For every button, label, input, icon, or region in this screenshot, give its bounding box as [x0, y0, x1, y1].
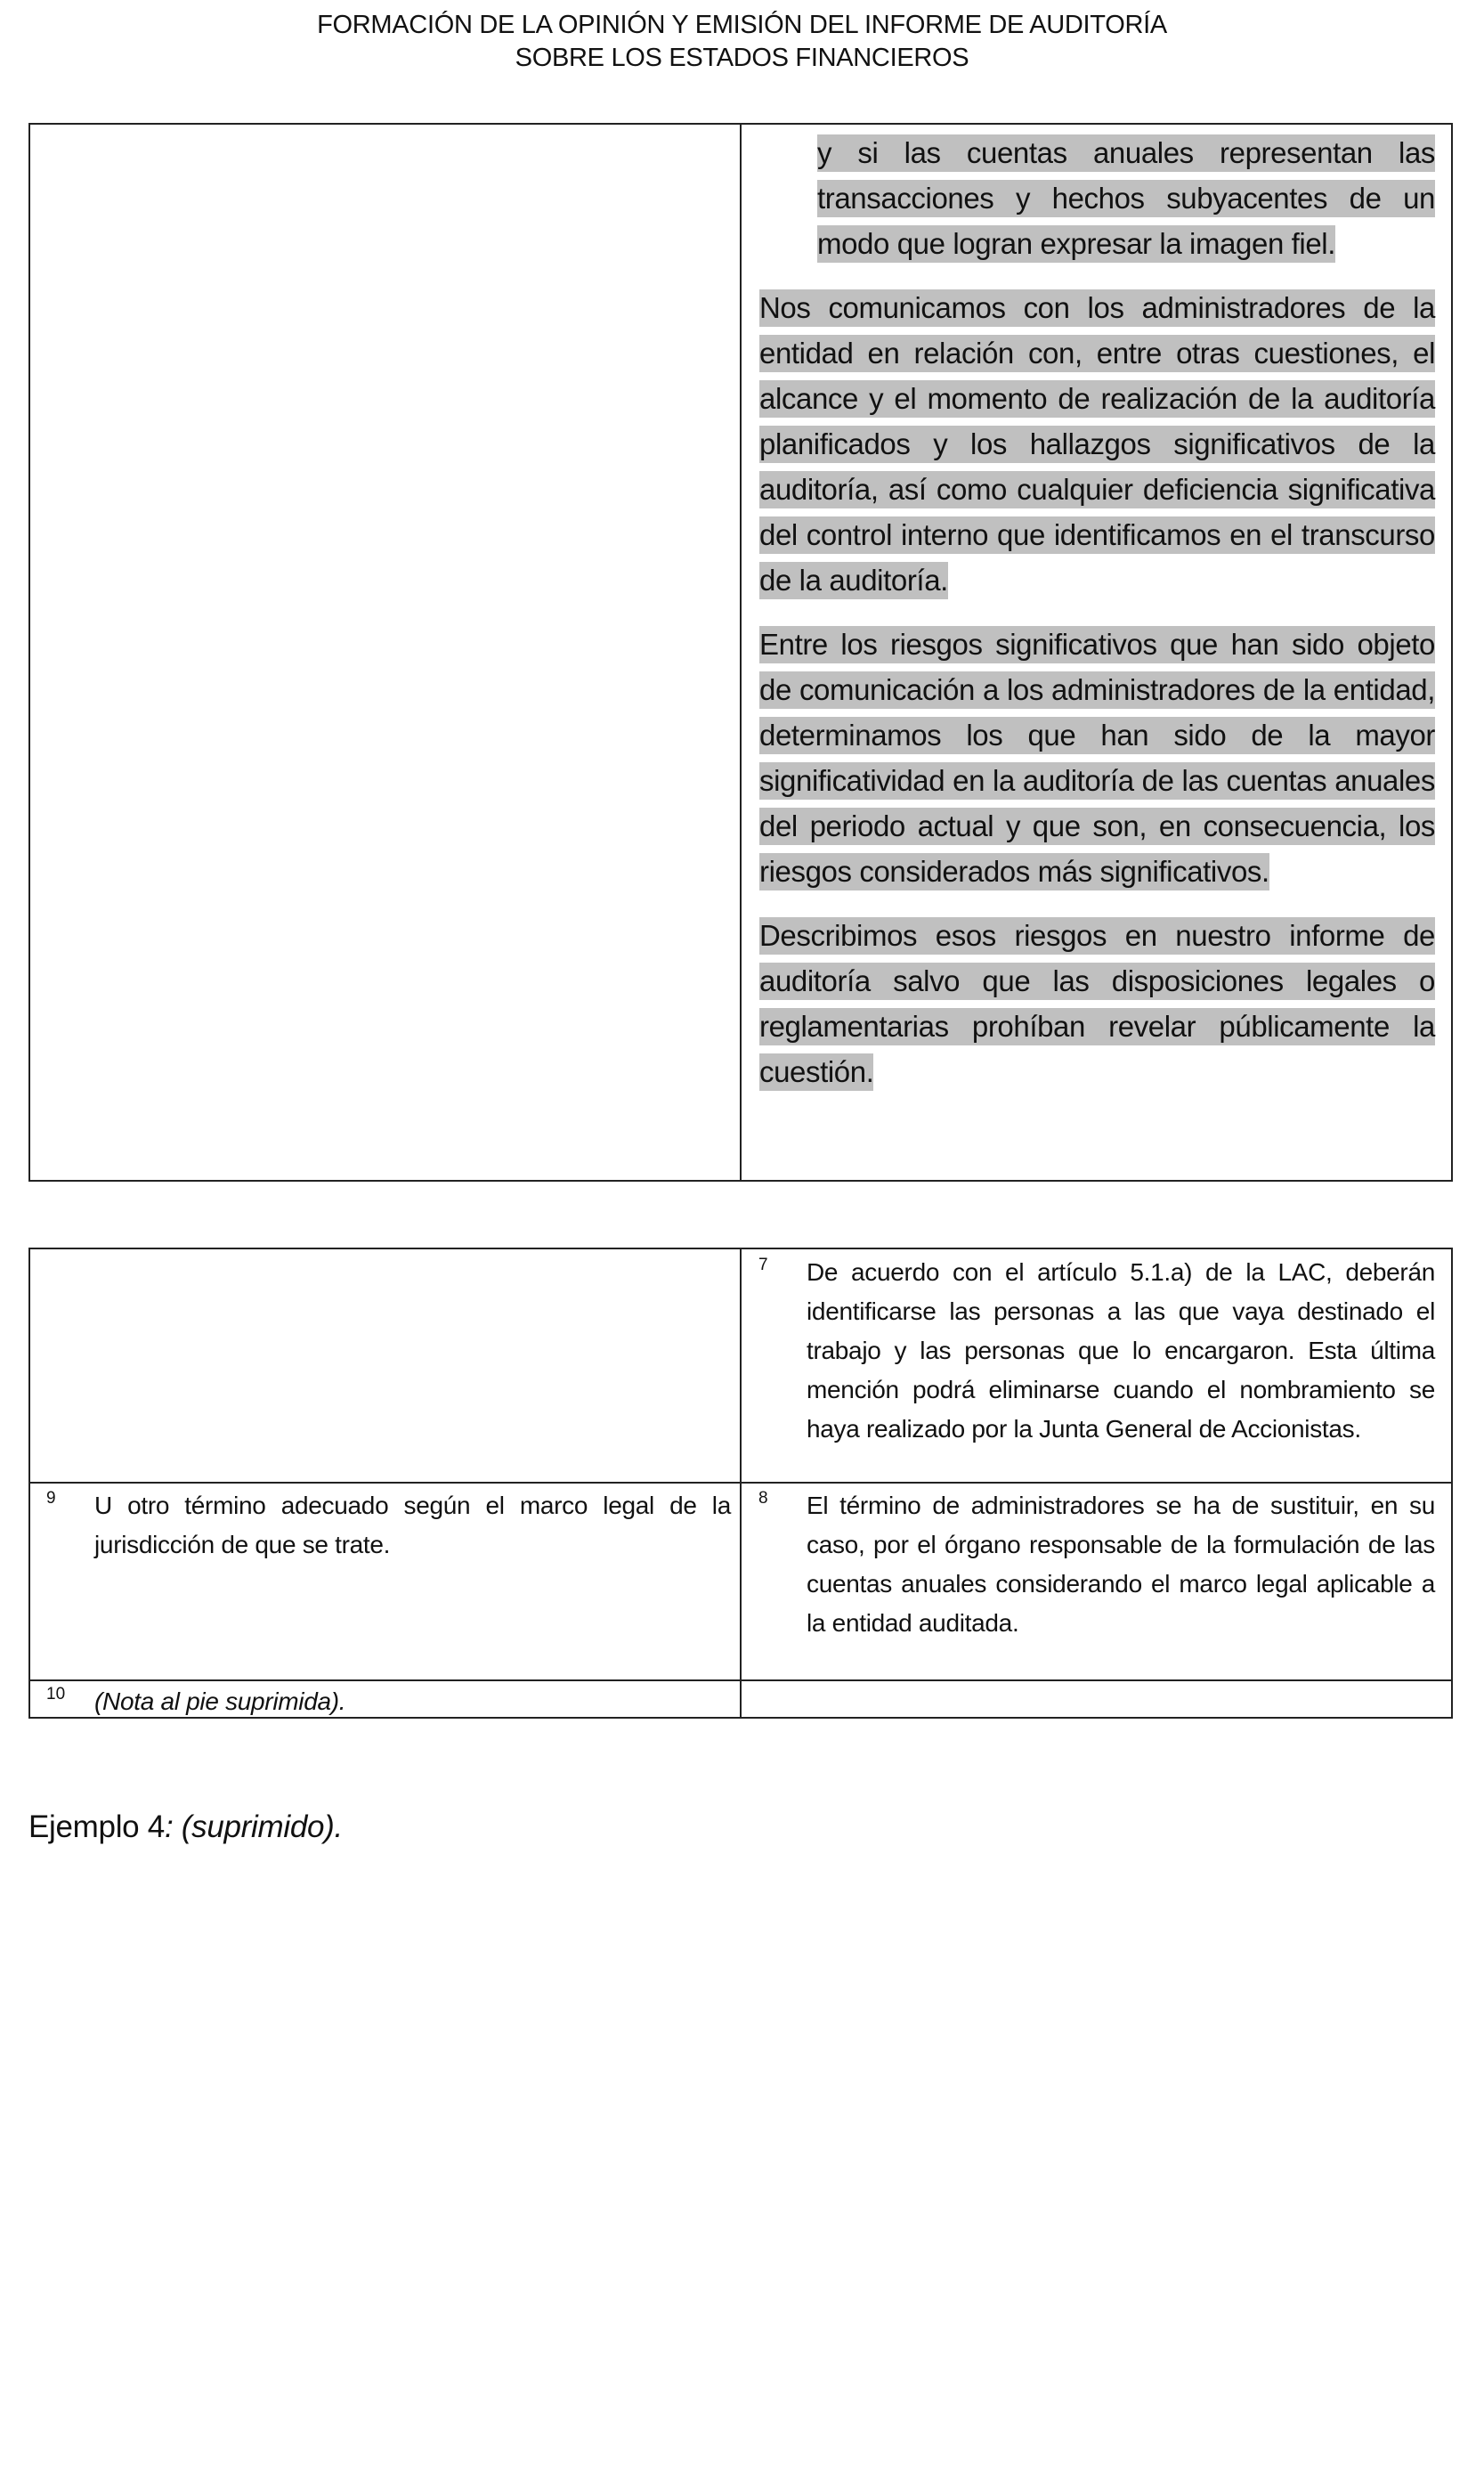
column-divider [740, 125, 742, 1180]
footnotes-table [28, 1248, 1453, 1719]
header-line-2: SOBRE LOS ESTADOS FINANCIEROS [515, 44, 969, 72]
report-table [28, 123, 1453, 1182]
row-divider [30, 1679, 1451, 1681]
footnote-number: 8 [758, 1489, 768, 1508]
paragraph [759, 913, 1435, 1094]
example-label: Ejemplo 4 [28, 1809, 165, 1844]
page-header [0, 9, 1484, 75]
highlighted-text: Entre los riesgos significativos que han sido objeto de comunicación a los administradores de la entidad, determinamos los que han sido de la mayor significatividad en la auditoría de las cuentas anuales del periodo actual y que son, en consecuencia, los riesgos considerados más significativos. [759, 626, 1435, 890]
paragraph [759, 622, 1435, 894]
highlighted-text: Nos comunicamos con los administradores de la entidad en relación con, entre otras cuestiones, el alcance y el momento de realización de la auditoría planificados y los hallazgos significativos de la auditoría, así como cualquier deficiencia significativa del control interno que identificamos en el transcurso de la auditoría. [759, 289, 1435, 599]
example-heading [28, 1808, 343, 1847]
example-note: : (suprimido). [164, 1809, 343, 1844]
highlighted-text: y si las cuentas anuales representan las transacciones y hechos subyacentes de un modo que logran expresar la imagen fiel. [817, 134, 1435, 263]
report-text-cell [759, 130, 1435, 1113]
footnote-7: De acuerdo con el artículo 5.1.a) de la LAC, deberán identificarse las personas a las que vaya destinado el trabajo y las personas que lo encargaron. Esta última mención podrá eliminarse cuando el nombramiento se haya realizado por la Junta General de Accionistas. [807, 1258, 1435, 1443]
paragraph [817, 130, 1435, 266]
footnote-8: El término de administradores se ha de sustituir, en su caso, por el órgano responsable de la formulación de las cuentas anuales considerando el marco legal aplicable a la entidad auditada. [807, 1492, 1435, 1637]
footnote-10: (Nota al pie suprimida). [94, 1687, 346, 1715]
footnote-number: 9 [46, 1489, 56, 1508]
highlighted-text: Describimos esos riesgos en nuestro informe de auditoría salvo que las disposiciones legales o reglamentarias prohíban revelar públicamente la cuestión. [759, 917, 1435, 1091]
footnote-number: 10 [46, 1685, 66, 1704]
footnote-number: 7 [758, 1256, 768, 1274]
header-line-1: FORMACIÓN DE LA OPINIÓN Y EMISIÓN DEL INFORME DE AUDITORÍA [317, 11, 1167, 39]
footnote-9: U otro término adecuado según el marco legal de la jurisdicción de que se trate. [94, 1492, 731, 1558]
row-divider [30, 1482, 1451, 1484]
paragraph [759, 285, 1435, 603]
